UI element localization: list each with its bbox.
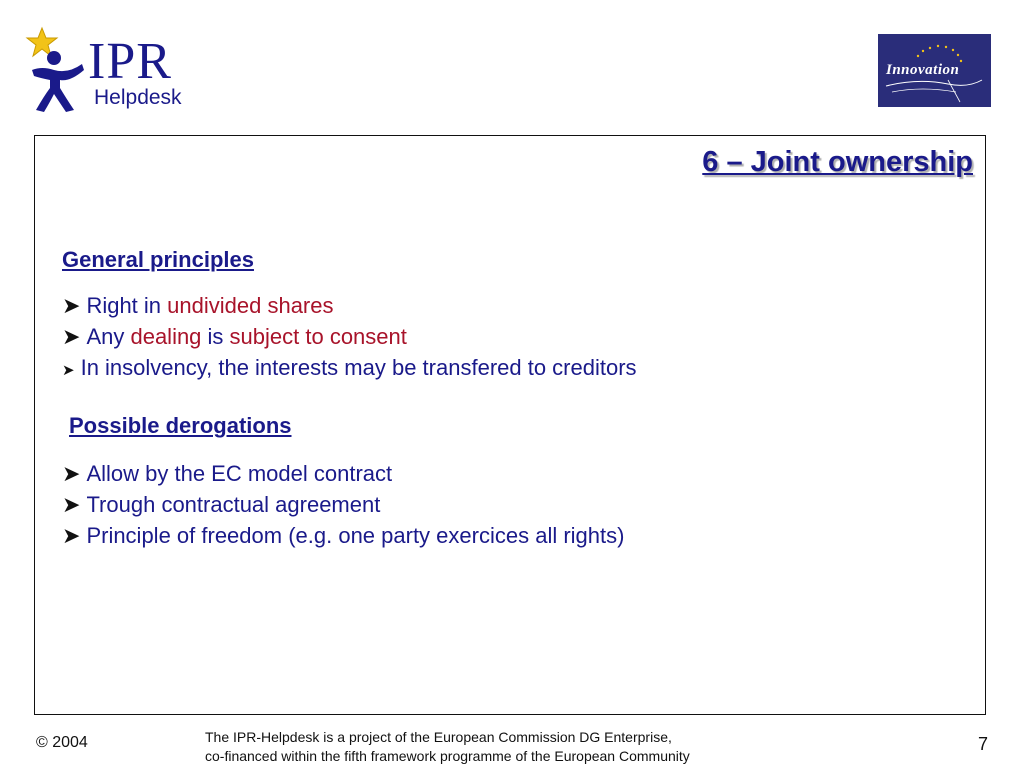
bullet-item [62,458,624,489]
section-heading-general-principles: General principles [62,247,254,272]
bullet-item [62,520,624,551]
star-figure-icon [24,26,94,116]
arrow-bullet-icon: ➤ [62,293,81,318]
logo-subtitle: Helpdesk [94,86,182,109]
bullet-item [62,290,637,321]
slide-title: 6 – Joint ownership [702,146,973,178]
footer-note [205,728,690,766]
bullet-text: Any [86,324,131,349]
logo-title: IPR [88,33,172,90]
arrow-bullet-icon: ➤ [62,324,81,349]
content-frame [34,135,986,715]
bullet-highlight: subject to consent [229,324,407,349]
possible-derogations-list [62,458,624,551]
bullet-text: In insolvency, the interests may be transfered to creditors [80,355,637,380]
bullet-highlight: dealing [130,324,202,349]
section-heading-possible-derogations: Possible derogations [69,413,292,438]
general-principles-list [62,290,637,386]
innovation-badge [878,34,991,107]
bullet-highlight: undivided shares [167,293,334,318]
footer-note-line-2: co-financed within the fifth framework programme of the European Community [205,748,690,764]
bullet-text: Principle of freedom (e.g. one party exercices all rights) [86,523,625,548]
arrow-bullet-icon: ➤ [62,461,81,486]
ipr-helpdesk-logo [24,26,214,116]
bullet-item [62,321,637,352]
footer-copyright: © 2004 [36,734,88,751]
arrow-bullet-icon: ➤ [62,362,75,379]
footer-note-line-1: The IPR-Helpdesk is a project of the European Commission DG Enterprise, [205,729,672,745]
badge-text: Innovation [886,62,960,78]
bullet-text: is [201,324,230,349]
bullet-text: Right in [86,293,168,318]
bullet-text: Trough contractual agreement [86,492,381,517]
bullet-item [62,352,637,386]
arrow-bullet-icon: ➤ [62,523,81,548]
page-number: 7 [977,734,988,754]
bullet-item [62,489,624,520]
arrow-bullet-icon: ➤ [62,492,81,517]
bullet-text: Allow by the EC model contract [86,461,393,486]
